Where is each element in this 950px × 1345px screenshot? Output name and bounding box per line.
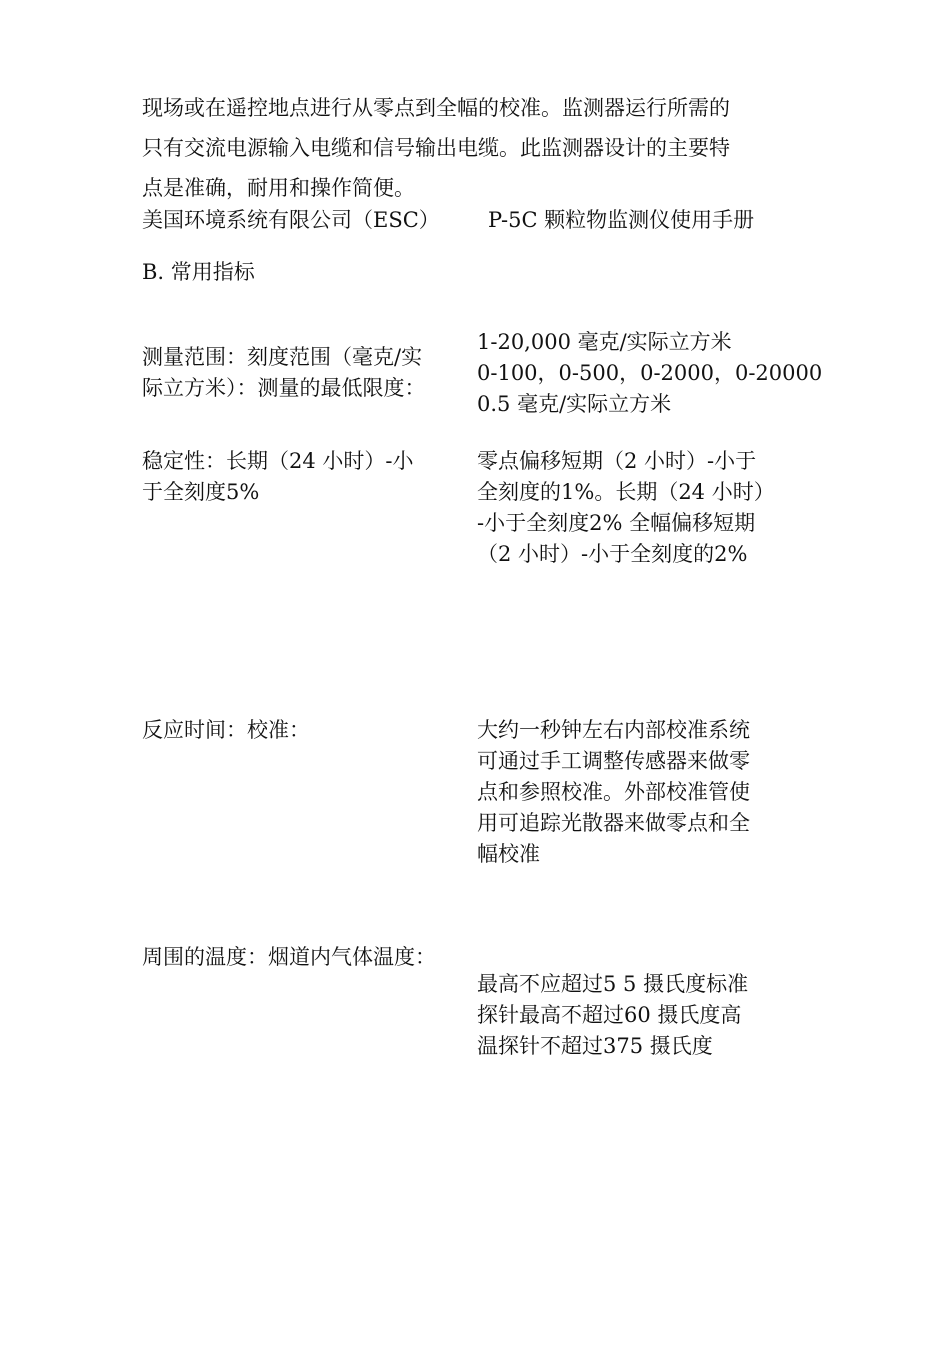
- intro-line: 只有交流电源输入电缆和信号输出电缆。此监测器设计的主要特: [142, 136, 730, 160]
- spec-value-line: 1-20,000 毫克/实际立方米: [477, 330, 732, 354]
- section-title: B. 常用指标: [142, 260, 255, 284]
- header-manual-title: P-5C 颗粒物监测仪使用手册: [488, 208, 755, 232]
- spec-label-temperature: [142, 942, 436, 973]
- spec-value-line: 温探针不超过375 摄氏度: [477, 1034, 713, 1058]
- spec-label-line: 周围的温度：烟道内气体温度：: [142, 945, 436, 969]
- header-company: 美国环境系统有限公司（ESC）: [142, 208, 440, 232]
- spec-value-line: （2 小时）-小于全刻度的2%: [477, 542, 748, 566]
- intro-line: 点是准确，耐用和操作简便。: [142, 176, 415, 200]
- spec-label-measurement-range: [142, 342, 426, 404]
- spec-value-line: 最高不应超过5 5 摄氏度标准: [477, 972, 749, 996]
- intro-paragraph: [142, 88, 832, 208]
- spec-label-line: 反应时间：校准：: [142, 718, 310, 742]
- spec-label-line: 稳定性：长期（24 小时）-小: [142, 449, 414, 473]
- spec-value-line: 0.5 毫克/实际立方米: [477, 392, 672, 416]
- spec-value-line: 零点偏移短期（2 小时）-小于: [477, 449, 757, 473]
- spec-value-line: 探针最高不超过60 摄氏度高: [477, 1003, 742, 1027]
- intro-line: 现场或在遥控地点进行从零点到全幅的校准。监测器运行所需的: [142, 96, 730, 120]
- spec-value-line: 全刻度的1%。长期（24 小时）: [477, 480, 775, 504]
- spec-label-line: 测量范围：刻度范围（毫克/实: [142, 345, 423, 369]
- spec-value-line: 用可追踪光散器来做零点和全: [477, 811, 750, 835]
- spec-label-response-time: [142, 715, 310, 746]
- spec-label-stability: [142, 446, 414, 508]
- spec-value-line: 幅校准: [477, 842, 540, 866]
- spec-label-line: 际立方米）：测量的最低限度：: [142, 376, 426, 400]
- spec-label-line: 于全刻度5%: [142, 480, 260, 504]
- spec-value-stability: [477, 446, 775, 570]
- spec-value-line: 点和参照校准。外部校准管使: [477, 780, 750, 804]
- spec-value-response-time: [477, 715, 750, 870]
- spec-value-line: -小于全刻度2% 全幅偏移短期: [477, 511, 756, 535]
- spec-value-temperature: [477, 969, 748, 1062]
- spec-value-line: 0-100，0-500，0-2000，0-20000: [477, 361, 823, 385]
- spec-value-measurement-range: [477, 327, 822, 420]
- spec-value-line: 大约一秒钟左右内部校准系统: [477, 718, 750, 742]
- spec-value-line: 可通过手工调整传感器来做零: [477, 749, 750, 773]
